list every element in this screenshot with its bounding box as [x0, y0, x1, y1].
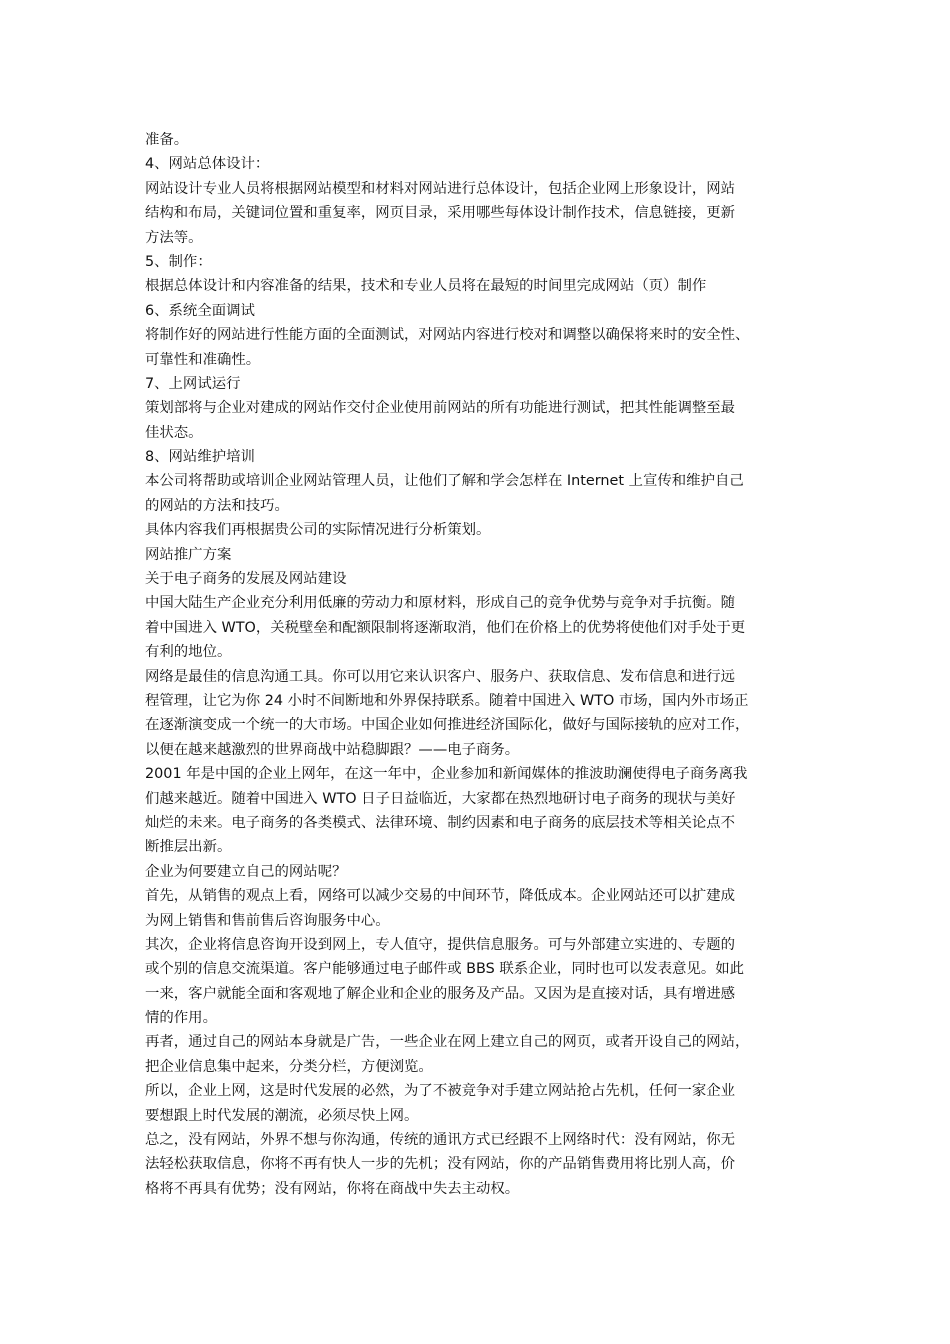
text-line: 要想跟上时代发展的潮流，必须尽快上网。 [145, 1107, 419, 1124]
document-body [145, 128, 817, 1201]
text-line: 以便在越来越激烈的世界商战中站稳脚跟？——电子商务。 [145, 741, 520, 758]
text-line: 可靠性和准确性。 [145, 351, 261, 368]
text-line: 或个别的信息交流渠道。客户能够通过电子邮件或 BBS 联系企业，同时也可以发表意见。如此 [145, 961, 745, 978]
text-line: 法轻松获取信息，你将不再有快人一步的先机；没有网站，你的产品销售费用将比别人高，价 [145, 1156, 736, 1173]
text-line: 结构和布局，关键词位置和重复率，网页目录，采用哪些每体设计制作技术，信息链接，更新 [145, 205, 736, 222]
text-line: 其次，企业将信息咨询开设到网上，专人值守，提供信息服务。可与外部建立实进的、专题的 [145, 936, 736, 953]
text-line: 中国大陆生产企业充分利用低廉的劳动力和原材料，形成自己的竞争优势与竞争对手抗衡。随 [145, 595, 736, 612]
text-line: 的网站的方法和技巧。 [145, 497, 289, 514]
text-line: 佳状态。 [145, 424, 203, 441]
text-line: 首先，从销售的观点上看，网络可以减少交易的中间环节，降低成本。企业网站还可以扩建成 [145, 888, 736, 905]
text-line: 总之，没有网站，外界不想与你沟通，传统的通讯方式已经跟不上网络时代：没有网站，你无 [145, 1132, 736, 1149]
text-line: 方法等。 [145, 229, 203, 246]
text-line: 企业为何要建立自己的网站呢？ [145, 863, 347, 880]
text-line: 把企业信息集中起来，分类分栏，方便浏览。 [145, 1058, 433, 1075]
text-line: 网站设计专业人员将根据网站模型和材料对网站进行总体设计，包括企业网上形象设计，网站 [145, 180, 736, 197]
text-line: 在逐渐演变成一个统一的大市场。中国企业如何推进经济国际化，做好与国际接轨的应对工作， [145, 717, 750, 734]
text-line: 为网上销售和售前售后咨询服务中心。 [145, 912, 390, 929]
text-line: 准备。 [145, 132, 189, 148]
text-line: 6、系统全面调试 [145, 302, 255, 319]
text-line: 策划部将与企业对建成的网站作交付企业使用前网站的所有功能进行测试，把其性能调整至最 [145, 400, 736, 417]
text-line: 格将不再具有优势；没有网站，你将在商战中失去主动权。 [145, 1180, 520, 1197]
text-line: 断推层出新。 [145, 839, 232, 856]
text-line: 着中国进入 WTO，关税壁垒和配额限制将逐渐取消，他们在价格上的优势将使他们对手处于更 [145, 619, 746, 636]
text-line: 情的作用。 [145, 1010, 217, 1027]
text-line: 7、上网试运行 [145, 375, 241, 392]
text-line: 网站推广方案 [145, 546, 232, 563]
text-line: 有利的地位。 [145, 644, 232, 661]
text-line: 根据总体设计和内容准备的结果，技术和专业人员将在最短的时间里完成网站（页）制作 [145, 278, 707, 295]
text-line: 2001 年是中国的企业上网年，在这一年中，企业参加和新闻媒体的推波助澜使得电子商务离我 [145, 766, 748, 783]
text-line: 关于电子商务的发展及网站建设 [145, 571, 347, 588]
text-line: 程管理，让它为你 24 小时不间断地和外界保持联系。随着中国进入 WTO 市场，国内外市场正 [145, 692, 749, 709]
text-line: 具体内容我们再根据贵公司的实际情况进行分析策划。 [145, 522, 491, 539]
text-line: 所以，企业上网，这是时代发展的必然，为了不被竞争对手建立网站抢占先机，任何一家企业 [145, 1083, 736, 1100]
text-line: 们越来越近。随着中国进入 WTO 日子日益临近，大家都在热烈地研讨电子商务的现状与美好 [145, 790, 736, 807]
text-line: 一来，客户就能全面和客观地了解企业和企业的服务及产品。又因为是直接对话，具有增进感 [145, 985, 736, 1002]
text-line: 灿烂的未来。电子商务的各类模式、法律环境、制约因素和电子商务的底层技术等相关论点不 [145, 814, 736, 831]
text-line: 8、网站维护培训 [145, 449, 255, 466]
text-line: 本公司将帮助或培训企业网站管理人员，让他们了解和学会怎样在 Internet 上宣传和维护自己 [145, 473, 744, 490]
text-line: 5、制作： [145, 253, 212, 270]
text-line: 网络是最佳的信息沟通工具。你可以用它来认识客户、服务户、获取信息、发布信息和进行远 [145, 668, 736, 685]
text-line: 再者，通过自己的网站本身就是广告，一些企业在网上建立自己的网页，或者开设自己的网站， [145, 1034, 750, 1051]
text-line: 将制作好的网站进行性能方面的全面测试，对网站内容进行校对和调整以确保将来时的安全性、 [145, 327, 750, 344]
text-line: 4、网站总体设计： [145, 156, 270, 173]
